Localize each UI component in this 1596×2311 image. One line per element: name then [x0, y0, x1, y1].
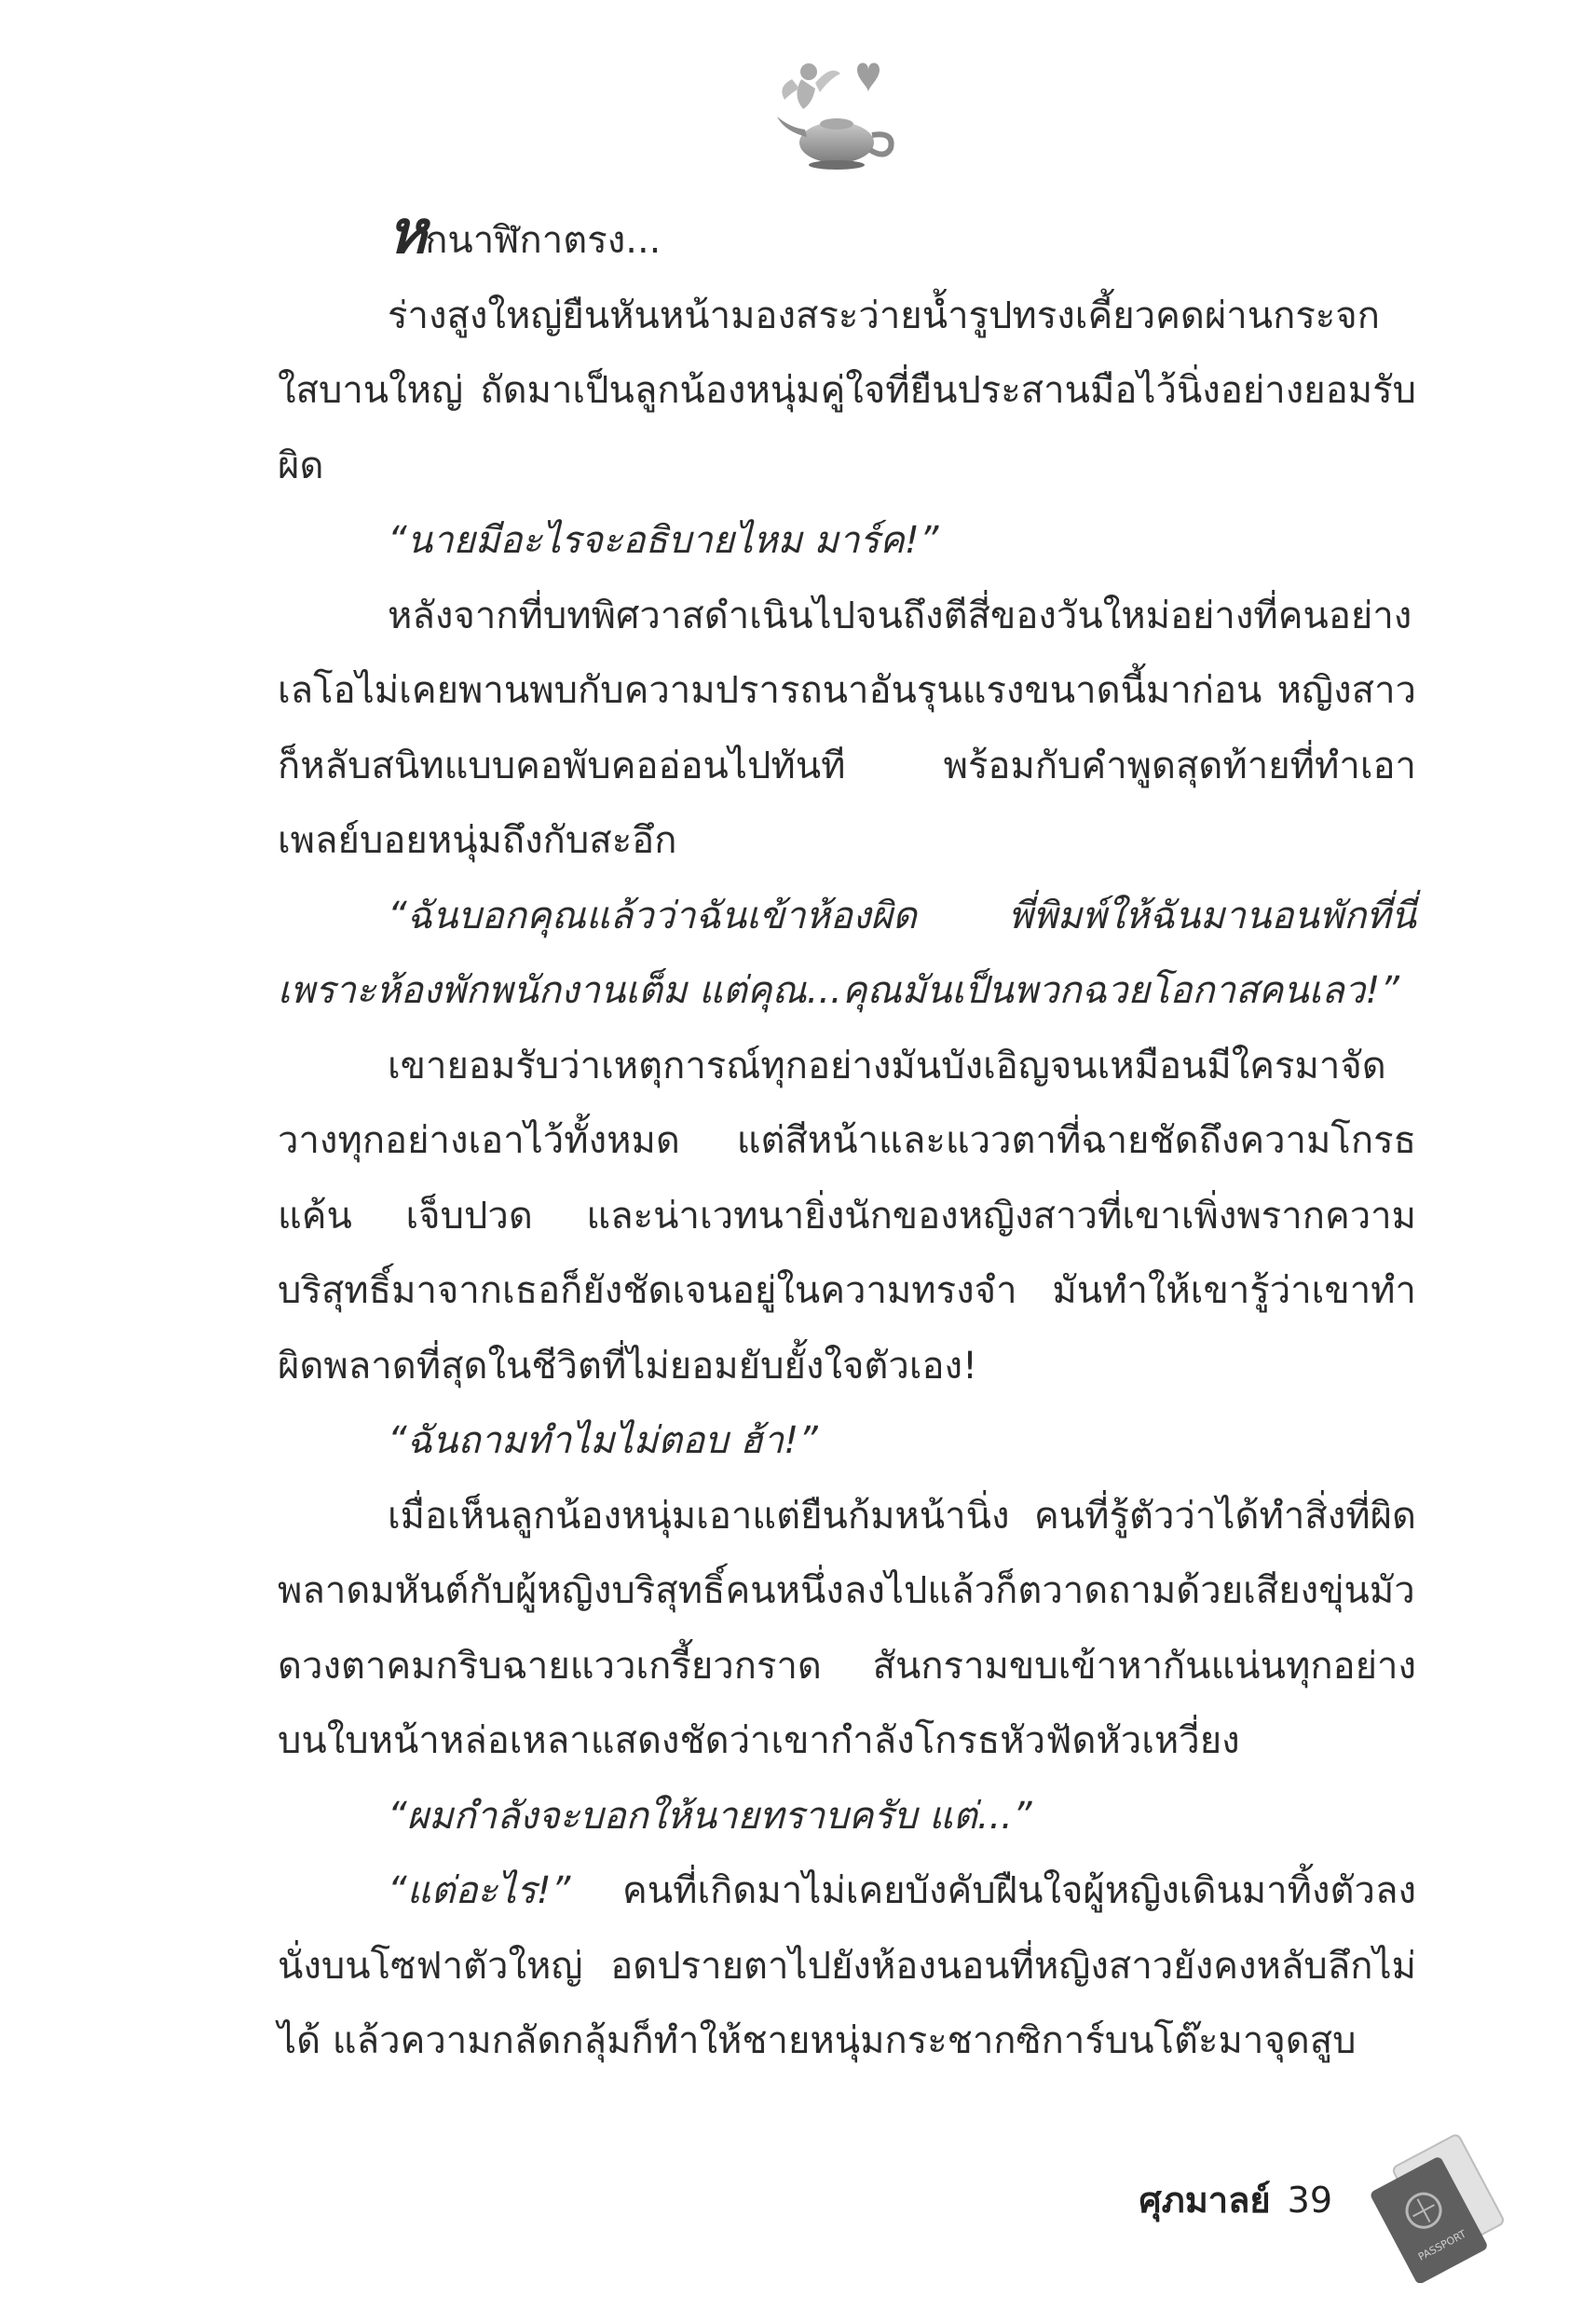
paragraph: หลังจากที่บทพิศวาสดำเนินไปจนถึงตีสี่ของวันใหม่อย่างที่คนอย่างเลโอไม่เคยพานพบกับความปรารถนาอันรุนแรงขนาดนี้มาก่อน หญิงสาวก็หลับสนิทแบบคอพับคออ่อนไปทันที พร้อมกับคำพูดสุดท้ายที่ทำเอาเพลย์บอยหนุ่มถึงกับสะอึก	[278, 594, 1416, 862]
page-footer	[1071, 2171, 1332, 2228]
dialogue: “ผมกำลังจะบอกให้นายทราบครับ แต่...”	[388, 1794, 1032, 1838]
dialogue: “นายมีอะไรจะอธิบายไหม มาร์ค!”	[388, 519, 939, 562]
paragraph: เมื่อเห็นลูกน้องหนุ่มเอาแต่ยืนก้มหน้านิ่ง คนที่รู้ตัวว่าได้ทำสิ่งที่ผิดพลาดมหันต์กับผู้หญิงบริสุทธิ์คนหนึ่งลงไปแล้วก็ตวาดถามด้วยเสียงขุ่นมัว ดวงตาคมกริบฉายแววเกรี้ยวกราด สันกรามขบเข้าหากันแน่นทุกอย่างบนใบหน้าหล่อเหลาแสดงชัดว่าเขากำลังโกรธหัวฟัดหัวเหวี่ยง	[278, 1494, 1416, 1762]
dialogue: “ฉันบอกคุณแล้วว่าฉันเข้าห้องผิด พี่พิมพ์ให้ฉันมานอนพักที่นี่เพราะห้องพักพนักงานเต็ม แต่คุณ...คุณมันเป็นพวกฉวยโอกาสคนเลว!”	[278, 894, 1416, 1012]
inline-narration: คนที่เกิดมาไม่เคยบังคับฝืนใจผู้หญิงเดินมาทิ้งตัวลงนั่งบนโซฟาตัวใหญ่ อดปรายตาไปยังห้องนอนที่หญิงสาวยังคงหลับลึกไม่ได้ แล้วความกลัดกลุ้มก็ทำให้ชายหนุ่มกระชากซิการ์บนโต๊ะมาจุดสูบ	[278, 1869, 1416, 2062]
dialogue: “ฉันถามทำไมไม่ตอบ ฮ้า!”	[388, 1419, 818, 1462]
paragraph: เขายอมรับว่าเหตุการณ์ทุกอย่างมันบังเอิญจนเหมือนมีใครมาจัดวางทุกอย่างเอาไว้ทั้งหมด แต่สีหน้าและแววตาที่ฉายชัดถึงความโกรธแค้น เจ็บปวด และน่าเวทนายิ่งนักของหญิงสาวที่เขาเพิ่งพรากความบริสุทธิ์มาจากเธอก็ยังชัดเจนอยู่ในความทรงจำ มันทำให้เขารู้ว่าเขาทำผิดพลาดที่สุดในชีวิตที่ไม่ยอมยับยั้งใจตัวเอง!	[278, 1044, 1416, 1388]
paragraph: ร่างสูงใหญ่ยืนหันหน้ามองสระว่ายน้ำรูปทรงเคี้ยวคดผ่านกระจกใสบานใหญ่ ถัดมาเป็นลูกน้องหนุ่มคู่ใจที่ยืนประสานมือไว้นิ่งอย่างยอมรับผิด	[278, 294, 1416, 487]
inline-dialogue: “แต่อะไร!”	[388, 1869, 571, 1912]
paragraph-with-dialogue	[278, 1853, 1416, 2079]
page-body	[278, 198, 1416, 2079]
passport-icon	[1351, 2134, 1528, 2283]
opening-text: กนาฬิกาตรง...	[425, 219, 662, 262]
cupid-teapot-icon	[764, 51, 904, 177]
author-name: ศุภมาลย์	[1139, 2180, 1271, 2221]
drop-cap: ห	[388, 198, 426, 267]
opening-line	[278, 198, 1416, 279]
passport-label: PASSPORT	[1416, 2227, 1468, 2263]
page-number: 39	[1287, 2180, 1332, 2221]
